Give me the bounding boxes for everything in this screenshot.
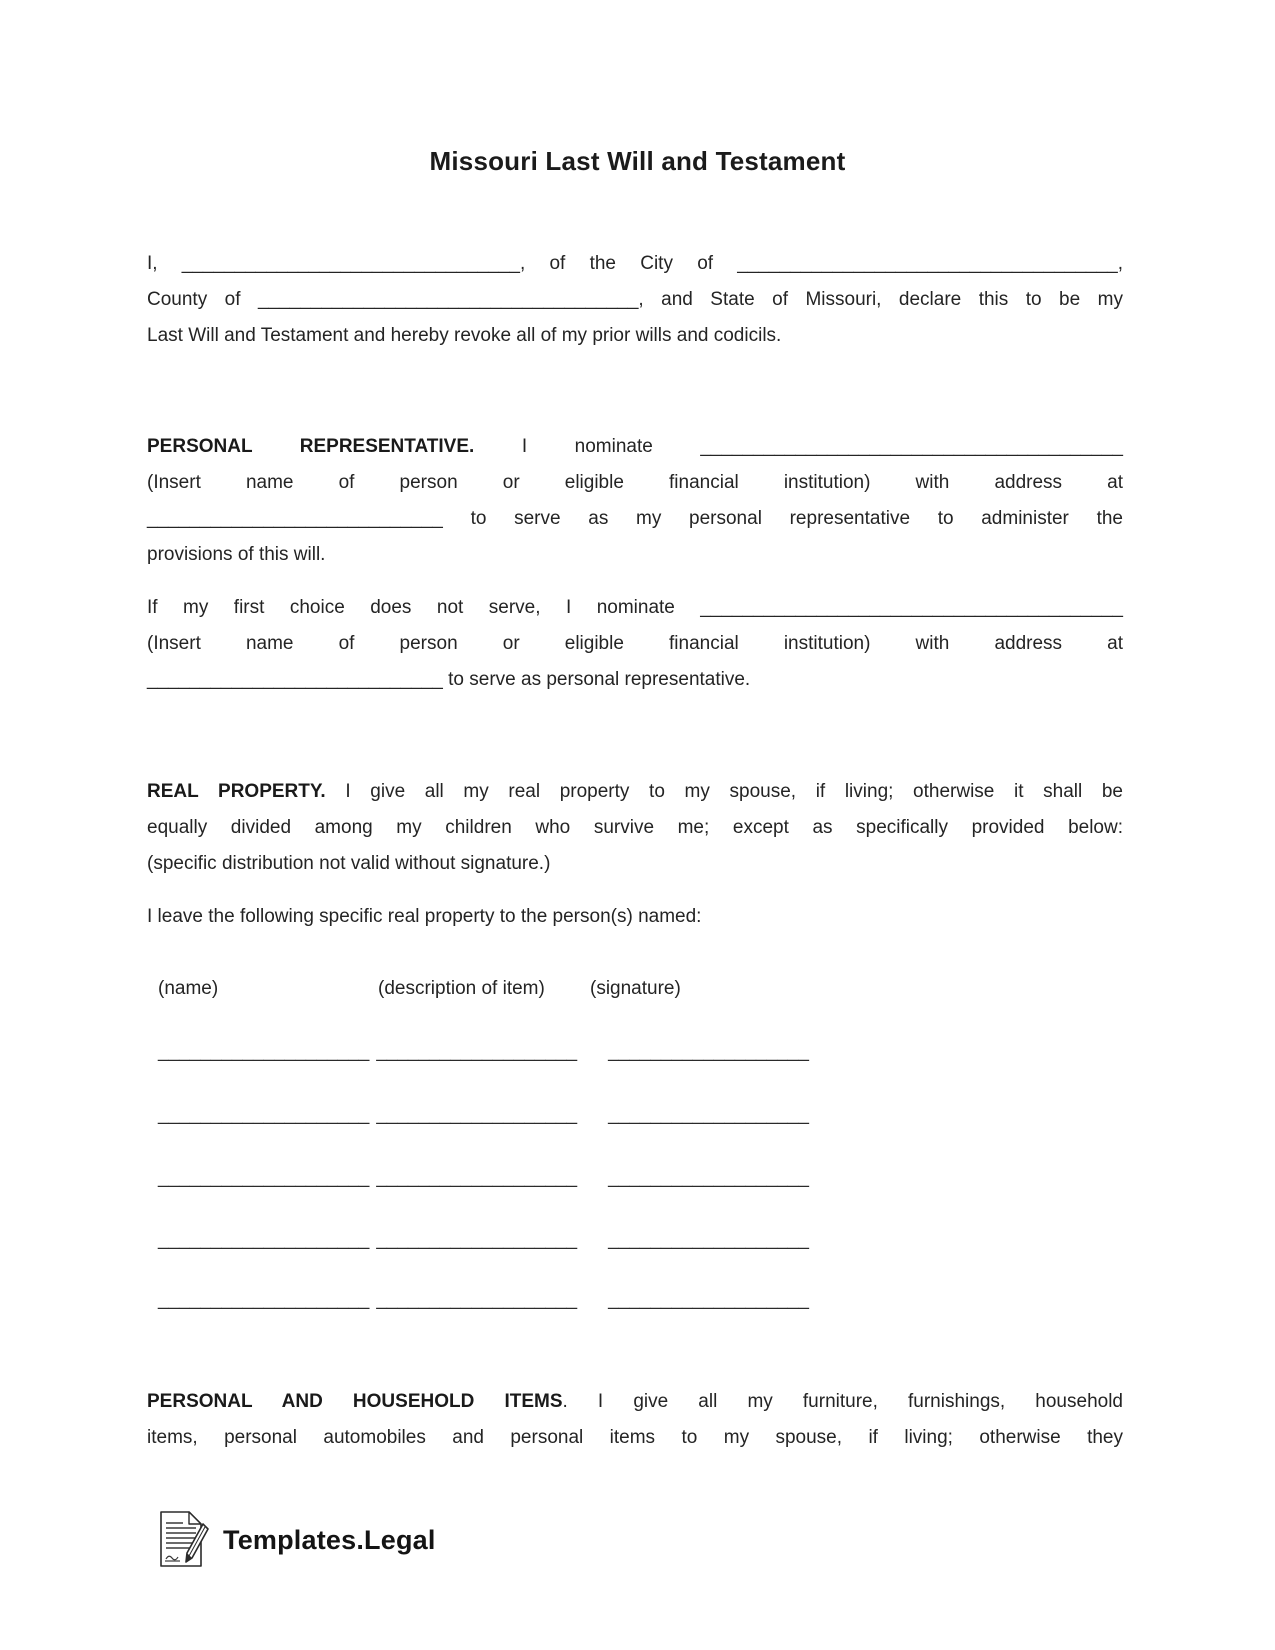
real-property-line-1: I give all my real property to my spouse, if living; otherwise it shall be	[325, 781, 1123, 802]
household-items-paragraph	[147, 1384, 1123, 1456]
blank-field-name: ____________________	[158, 1229, 370, 1250]
household-line-1: . I give all my furniture, furnishings, household	[562, 1391, 1123, 1412]
table-row	[147, 1160, 1123, 1196]
page-title: Missouri Last Will and Testament	[429, 146, 846, 176]
table-row	[147, 1034, 1123, 1070]
personal-rep-line-1: I nominate ________________________________________	[474, 436, 1123, 457]
paragraph-line	[147, 318, 1123, 354]
leave-property-line: I leave the following specific real property to the person(s) named:	[147, 906, 702, 927]
document-signature-pen-icon	[156, 1510, 210, 1570]
paragraph-line	[147, 537, 1123, 573]
table-row	[147, 1222, 1123, 1258]
second-choice-paragraph	[147, 590, 1123, 698]
real-property-line-2: equally divided among my children who survive me; except as specifically provided below:	[147, 817, 1123, 838]
column-header-signature: (signature)	[590, 978, 681, 999]
real-property-paragraph	[147, 774, 1123, 882]
paragraph-line	[147, 662, 1123, 698]
household-line-2: items, personal automobiles and personal items to my spouse, if living; otherwise they	[147, 1427, 1123, 1448]
second-choice-line-3: ____________________________ to serve as personal representative.	[147, 669, 751, 690]
section-heading-personal-representative: PERSONAL REPRESENTATIVE.	[147, 436, 475, 457]
paragraph-line	[147, 774, 1123, 810]
second-choice-line-1: If my first choice does not serve, I nominate ________________________________________	[147, 597, 1123, 618]
personal-representative-paragraph	[147, 429, 1123, 573]
intro-line-3: Last Will and Testament and hereby revoke all of my prior wills and codicils.	[147, 325, 782, 346]
section-heading-real-property: REAL PROPERTY.	[147, 781, 326, 802]
brand-footer	[156, 1510, 436, 1570]
brand-name: Templates.Legal	[223, 1524, 436, 1555]
section-heading-household-items: PERSONAL AND HOUSEHOLD ITEMS	[147, 1391, 563, 1412]
column-header-description: (description of item)	[378, 978, 545, 999]
paragraph-line	[147, 1384, 1123, 1420]
blank-field-name: ____________________	[158, 1041, 370, 1062]
blank-field-signature: ___________________	[608, 1041, 809, 1062]
column-header-name: (name)	[158, 978, 219, 999]
paragraph-line	[147, 1420, 1123, 1456]
blank-field-name: ____________________	[158, 1167, 370, 1188]
intro-paragraph	[147, 246, 1123, 354]
real-property-line-3: (specific distribution not valid without signature.)	[147, 853, 551, 874]
paragraph-line	[147, 810, 1123, 846]
intro-line-1: I, ________________________________, of the City of ____________________________________,	[147, 253, 1123, 274]
paragraph-line	[147, 429, 1123, 465]
intro-line-2: County of ____________________________________, and State of Missouri, declare this to be my	[147, 289, 1123, 310]
personal-rep-line-2: (Insert name of person or eligible financial institution) with address at	[147, 472, 1123, 493]
blank-field-signature: ___________________	[608, 1229, 809, 1250]
table-row	[147, 1282, 1123, 1318]
blank-field-description: ___________________	[376, 1041, 578, 1062]
leave-property-paragraph	[147, 899, 1123, 935]
personal-rep-line-4: provisions of this will.	[147, 544, 326, 565]
paragraph-line	[147, 899, 1123, 935]
paragraph-line	[147, 465, 1123, 501]
blank-field-description: ___________________	[376, 1229, 578, 1250]
personal-rep-line-3: ____________________________ to serve as my personal representative to administer the	[147, 508, 1123, 529]
paragraph-line	[147, 282, 1123, 318]
paragraph-line	[147, 626, 1123, 662]
blank-field-name: ____________________	[158, 1289, 370, 1310]
paragraph-line	[147, 246, 1123, 282]
bequest-table-header-row	[147, 971, 1123, 1007]
blank-field-signature: ___________________	[608, 1104, 809, 1125]
paragraph-line	[147, 590, 1123, 626]
table-row	[147, 1097, 1123, 1133]
blank-field-description: ___________________	[376, 1104, 578, 1125]
paragraph-line	[147, 846, 1123, 882]
blank-field-signature: ___________________	[608, 1167, 809, 1188]
blank-field-description: ___________________	[376, 1167, 578, 1188]
paragraph-line	[147, 501, 1123, 537]
blank-field-signature: ___________________	[608, 1289, 809, 1310]
blank-field-name: ____________________	[158, 1104, 370, 1125]
second-choice-line-2: (Insert name of person or eligible financial institution) with address at	[147, 633, 1123, 654]
blank-field-description: ___________________	[376, 1289, 578, 1310]
